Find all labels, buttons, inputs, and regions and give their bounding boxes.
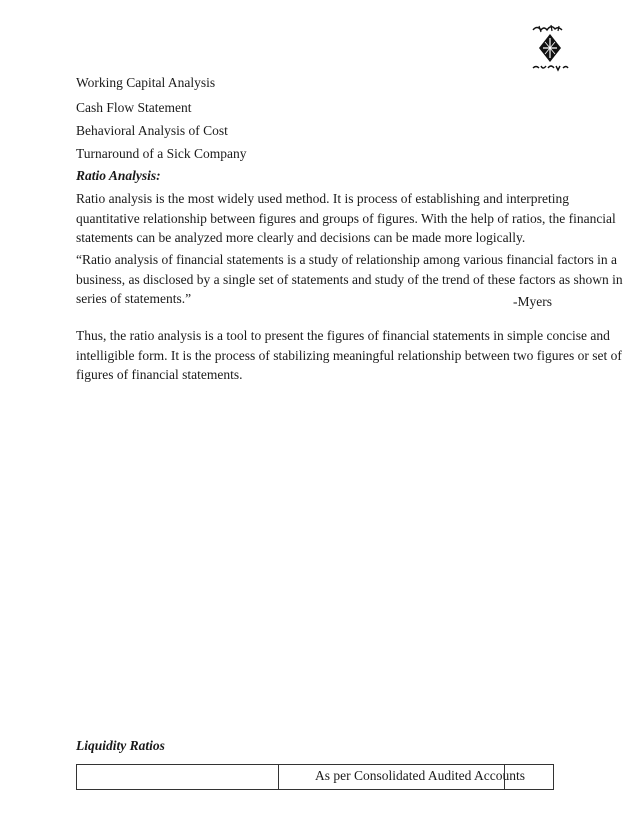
ratio-tool-paragraph	[76, 326, 622, 385]
topic-cash-flow: Cash Flow Statement	[76, 100, 192, 115]
table-header-cell	[505, 765, 553, 789]
topic-turnaround: Turnaround of a Sick Company	[76, 146, 247, 161]
paragraph-line: quantitative relationship between figures and groups of figures. With the help of ratios, the financial	[76, 210, 616, 226]
topic-working-capital: Working Capital Analysis	[76, 75, 216, 90]
paragraph-line: Thus, the ratio analysis is a tool to present the figures of financial statements in simple concise and	[76, 328, 610, 343]
coal-india-emblem-icon	[521, 18, 579, 76]
ratio-analysis-paragraph	[76, 189, 616, 248]
ratio-analysis-heading: Ratio Analysis:	[76, 168, 161, 183]
liquidity-ratios-table	[76, 764, 554, 790]
topic-behavioral-cost: Behavioral Analysis of Cost	[76, 123, 228, 138]
liquidity-ratios-heading: Liquidity Ratios	[76, 738, 165, 753]
company-logo	[521, 18, 579, 76]
myers-quote	[76, 250, 623, 309]
quote-line: “Ratio analysis of financial statements is a study of relationship among various financial factors in a	[76, 252, 617, 267]
quote-line: series of statements.”	[76, 291, 192, 306]
quote-attribution: -Myers	[513, 294, 552, 309]
quote-line: business, as disclosed by a single set of statements and study of the trend of these factors as shown in	[76, 271, 623, 287]
table-header-cell: As per Consolidated Audited Accounts	[279, 765, 505, 789]
paragraph-line: figures of financial statements.	[76, 367, 243, 382]
paragraph-line: Ratio analysis is the most widely used method. It is process of establishing and interpreting	[76, 191, 570, 206]
table-header-cell	[77, 765, 279, 789]
paragraph-line: intelligible form. It is the process of stabilizing meaningful relationship between two figures or set of	[76, 347, 622, 363]
paragraph-line: statements can be analyzed more clearly and decisions can be made more logically.	[76, 230, 526, 245]
